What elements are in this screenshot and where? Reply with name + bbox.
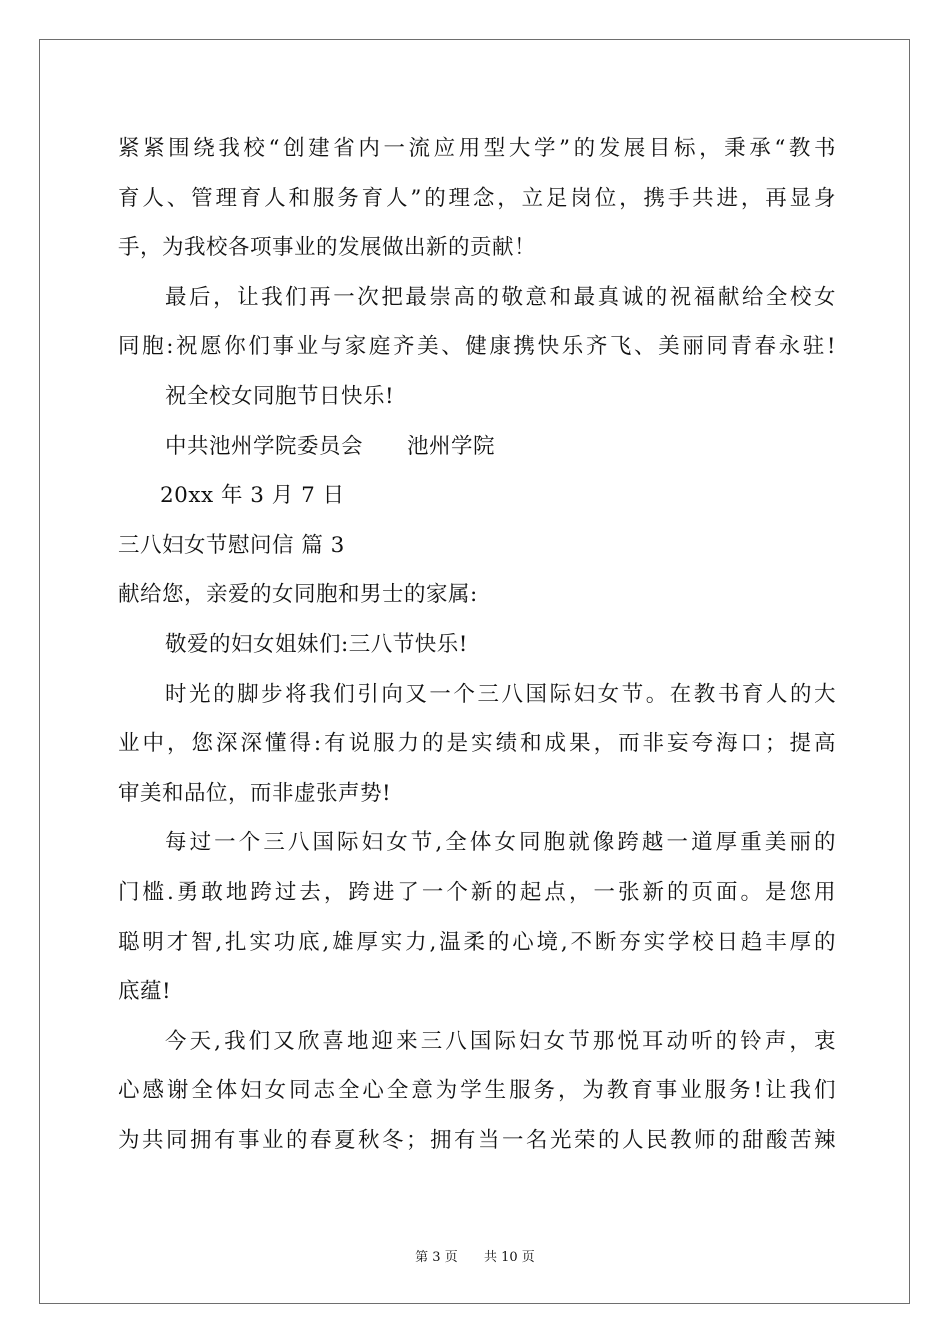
text-line: 为共同拥有事业的春夏秋冬；拥有当一名光荣的人民教师的甜酸苦辣 bbox=[118, 1127, 836, 1153]
page-number: 第 3 页 bbox=[415, 1250, 458, 1265]
text-line: 祝全校女同胞节日快乐! bbox=[165, 383, 395, 409]
document-body bbox=[118, 124, 836, 1165]
text-line: 育人、管理育人和服务育人”的理念，立足岗位，携手共进，再显身 bbox=[118, 185, 836, 211]
text-line: 每过一个三八国际妇女节,全体女同胞就像跨越一道厚重美丽的 bbox=[165, 830, 836, 856]
text-line: 敬爱的妇女姐妹们:三八节快乐! bbox=[165, 631, 468, 657]
text-line: 同胞:祝愿你们事业与家庭齐美、健康携快乐齐飞、美丽同青春永驻! bbox=[118, 334, 836, 360]
section-heading: 三八妇女节慰问信 篇 3 bbox=[118, 532, 345, 558]
text-line: 手，为我校各项事业的发展做出新的贡献！ bbox=[118, 235, 537, 261]
date-line: 20xx 年 3 月 7 日 bbox=[160, 483, 345, 509]
text-line: 今天,我们又欣喜地迎来三八国际妇女节那悦耳动听的铃声，衷 bbox=[165, 1028, 836, 1054]
page-footer bbox=[0, 1249, 950, 1267]
text-line: 业中，您深深懂得:有说服力的是实绩和成果，而非妄夸海口；提高 bbox=[118, 731, 836, 757]
signature-line: 中共池州学院委员会 池州学院 bbox=[165, 433, 496, 459]
text-line: 聪明才智,扎实功底,雄厚实力,温柔的心境,不断夯实学校日趋丰厚的 bbox=[118, 929, 836, 955]
text-line: 紧紧围绕我校“创建省内一流应用型大学”的发展目标，秉承“教书 bbox=[118, 136, 836, 161]
text-line: 审美和品位，而非虚张声势! bbox=[118, 780, 392, 806]
text-line: 心感谢全体妇女同志全心全意为学生服务，为教育事业服务!让我们 bbox=[118, 1078, 836, 1104]
salutation-line: 献给您，亲爱的女同胞和男士的家属: bbox=[118, 582, 478, 608]
text-line: 底蕴! bbox=[118, 979, 172, 1005]
text-line: 时光的脚步将我们引向又一个三八国际妇女节。在教书育人的大 bbox=[165, 681, 836, 707]
text-line: 最后，让我们再一次把最崇高的敬意和最真诚的祝福献给全校女 bbox=[165, 284, 836, 310]
text-line: 门槛.勇敢地跨过去，跨进了一个新的起点，一张新的页面。是您用 bbox=[118, 879, 836, 905]
page-total: 共 10 页 bbox=[484, 1250, 535, 1265]
